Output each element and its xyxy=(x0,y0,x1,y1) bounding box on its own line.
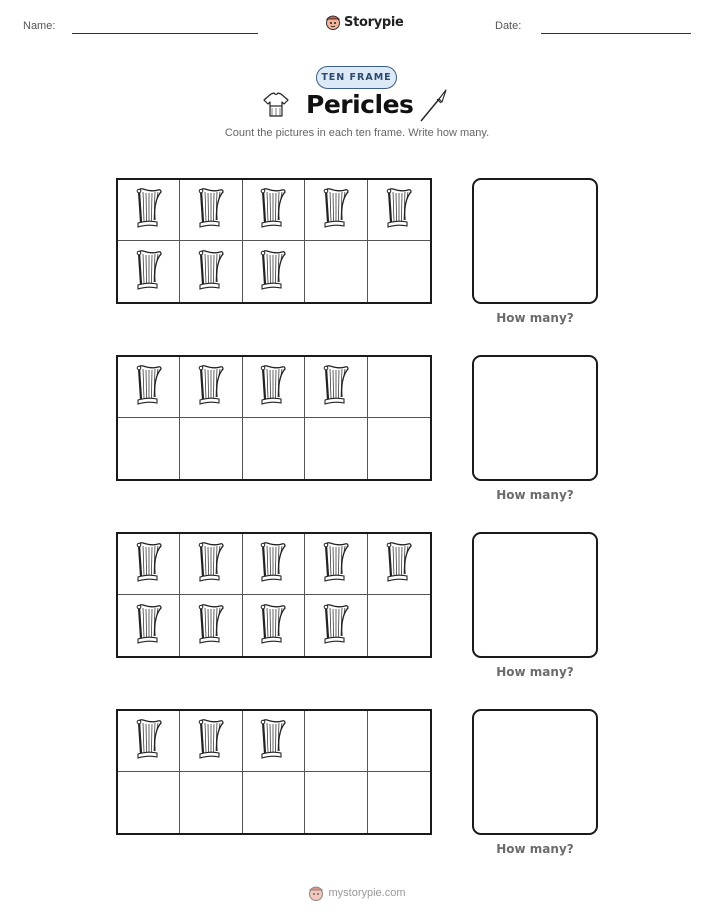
page-title: Pericles xyxy=(306,90,414,119)
ten-frame-cell xyxy=(180,772,242,833)
name-line[interactable] xyxy=(72,33,258,34)
how-many-label: How many? xyxy=(496,842,574,856)
harp-icon xyxy=(134,363,164,411)
ten-frame-cell xyxy=(305,595,367,656)
harp-icon xyxy=(258,717,288,765)
ten-frame-cell xyxy=(118,418,180,479)
ten-frame-cell xyxy=(180,595,242,656)
harp-icon xyxy=(321,602,351,650)
ten-frame-cell xyxy=(243,534,305,595)
ten-frame-cell xyxy=(368,180,430,241)
ten-frame-cell xyxy=(368,241,430,302)
ten-frame-cell xyxy=(118,357,180,418)
harp-icon xyxy=(384,186,414,234)
ten-frame-cell xyxy=(305,711,367,772)
ten-frame xyxy=(116,178,432,304)
footer-url[interactable]: mystorypie.com xyxy=(328,887,406,899)
date-line[interactable] xyxy=(541,33,691,34)
ten-frame-cell xyxy=(368,595,430,656)
harp-icon xyxy=(258,602,288,650)
harp-icon xyxy=(134,540,164,588)
answer-box[interactable] xyxy=(472,178,598,304)
storypie-mascot-icon xyxy=(325,13,341,31)
ten-frame-cell xyxy=(368,772,430,833)
ten-frame-cell xyxy=(180,241,242,302)
brand-logo xyxy=(325,13,404,31)
harp-icon xyxy=(196,602,226,650)
ten-frame-cell xyxy=(180,418,242,479)
harp-icon xyxy=(321,363,351,411)
ten-frame-cell xyxy=(305,241,367,302)
ten-frame-cell xyxy=(118,772,180,833)
tunic-icon xyxy=(262,91,290,119)
how-many-label: How many? xyxy=(496,488,574,502)
ten-frame-cell xyxy=(118,595,180,656)
harp-icon xyxy=(196,248,226,296)
date-label: Date: xyxy=(495,20,522,32)
ten-frame-cell xyxy=(243,241,305,302)
storypie-mascot-icon xyxy=(308,884,324,902)
ten-frame-badge: TEN FRAME xyxy=(316,66,397,89)
harp-icon xyxy=(321,540,351,588)
ten-frame xyxy=(116,709,432,835)
brand-name: Storypie xyxy=(344,14,404,30)
ten-frame-cell xyxy=(305,357,367,418)
footer xyxy=(0,884,714,902)
harp-icon xyxy=(321,186,351,234)
harp-icon xyxy=(196,717,226,765)
harp-icon xyxy=(196,186,226,234)
ten-frame-cell xyxy=(305,180,367,241)
answer-box[interactable] xyxy=(472,355,598,481)
ten-frame-cell xyxy=(305,418,367,479)
ten-frame-cell xyxy=(243,595,305,656)
how-many-label: How many? xyxy=(496,311,574,325)
harp-icon xyxy=(258,540,288,588)
harp-icon xyxy=(258,248,288,296)
harp-icon xyxy=(134,186,164,234)
harp-icon xyxy=(258,363,288,411)
harp-icon xyxy=(384,540,414,588)
ten-frame-cell xyxy=(180,534,242,595)
ten-frame-cell xyxy=(243,711,305,772)
ten-frame-cell xyxy=(243,180,305,241)
ten-frame-cell xyxy=(305,534,367,595)
ten-frame-cell xyxy=(118,241,180,302)
answer-box[interactable] xyxy=(472,709,598,835)
ten-frame-cell xyxy=(243,772,305,833)
harp-icon xyxy=(134,602,164,650)
harp-icon xyxy=(258,186,288,234)
harp-icon xyxy=(196,540,226,588)
ten-frame-cell xyxy=(305,772,367,833)
ten-frame-cell xyxy=(118,534,180,595)
ten-frame-cell xyxy=(243,418,305,479)
harp-icon xyxy=(196,363,226,411)
answer-box[interactable] xyxy=(472,532,598,658)
ten-frame-cell xyxy=(368,711,430,772)
instructions: Count the pictures in each ten frame. Write how many. xyxy=(224,127,490,139)
ten-frame-cell xyxy=(368,418,430,479)
ten-frame-cell xyxy=(180,357,242,418)
ten-frame xyxy=(116,532,432,658)
ten-frame-cell xyxy=(118,180,180,241)
ten-frame-cell xyxy=(368,357,430,418)
ten-frame-cell xyxy=(368,534,430,595)
ten-frame-cell xyxy=(180,180,242,241)
name-label: Name: xyxy=(23,20,56,32)
spear-icon xyxy=(418,89,448,123)
ten-frame-cell xyxy=(180,711,242,772)
how-many-label: How many? xyxy=(496,665,574,679)
ten-frame-cell xyxy=(118,711,180,772)
ten-frame-cell xyxy=(243,357,305,418)
harp-icon xyxy=(134,248,164,296)
harp-icon xyxy=(134,717,164,765)
ten-frame xyxy=(116,355,432,481)
